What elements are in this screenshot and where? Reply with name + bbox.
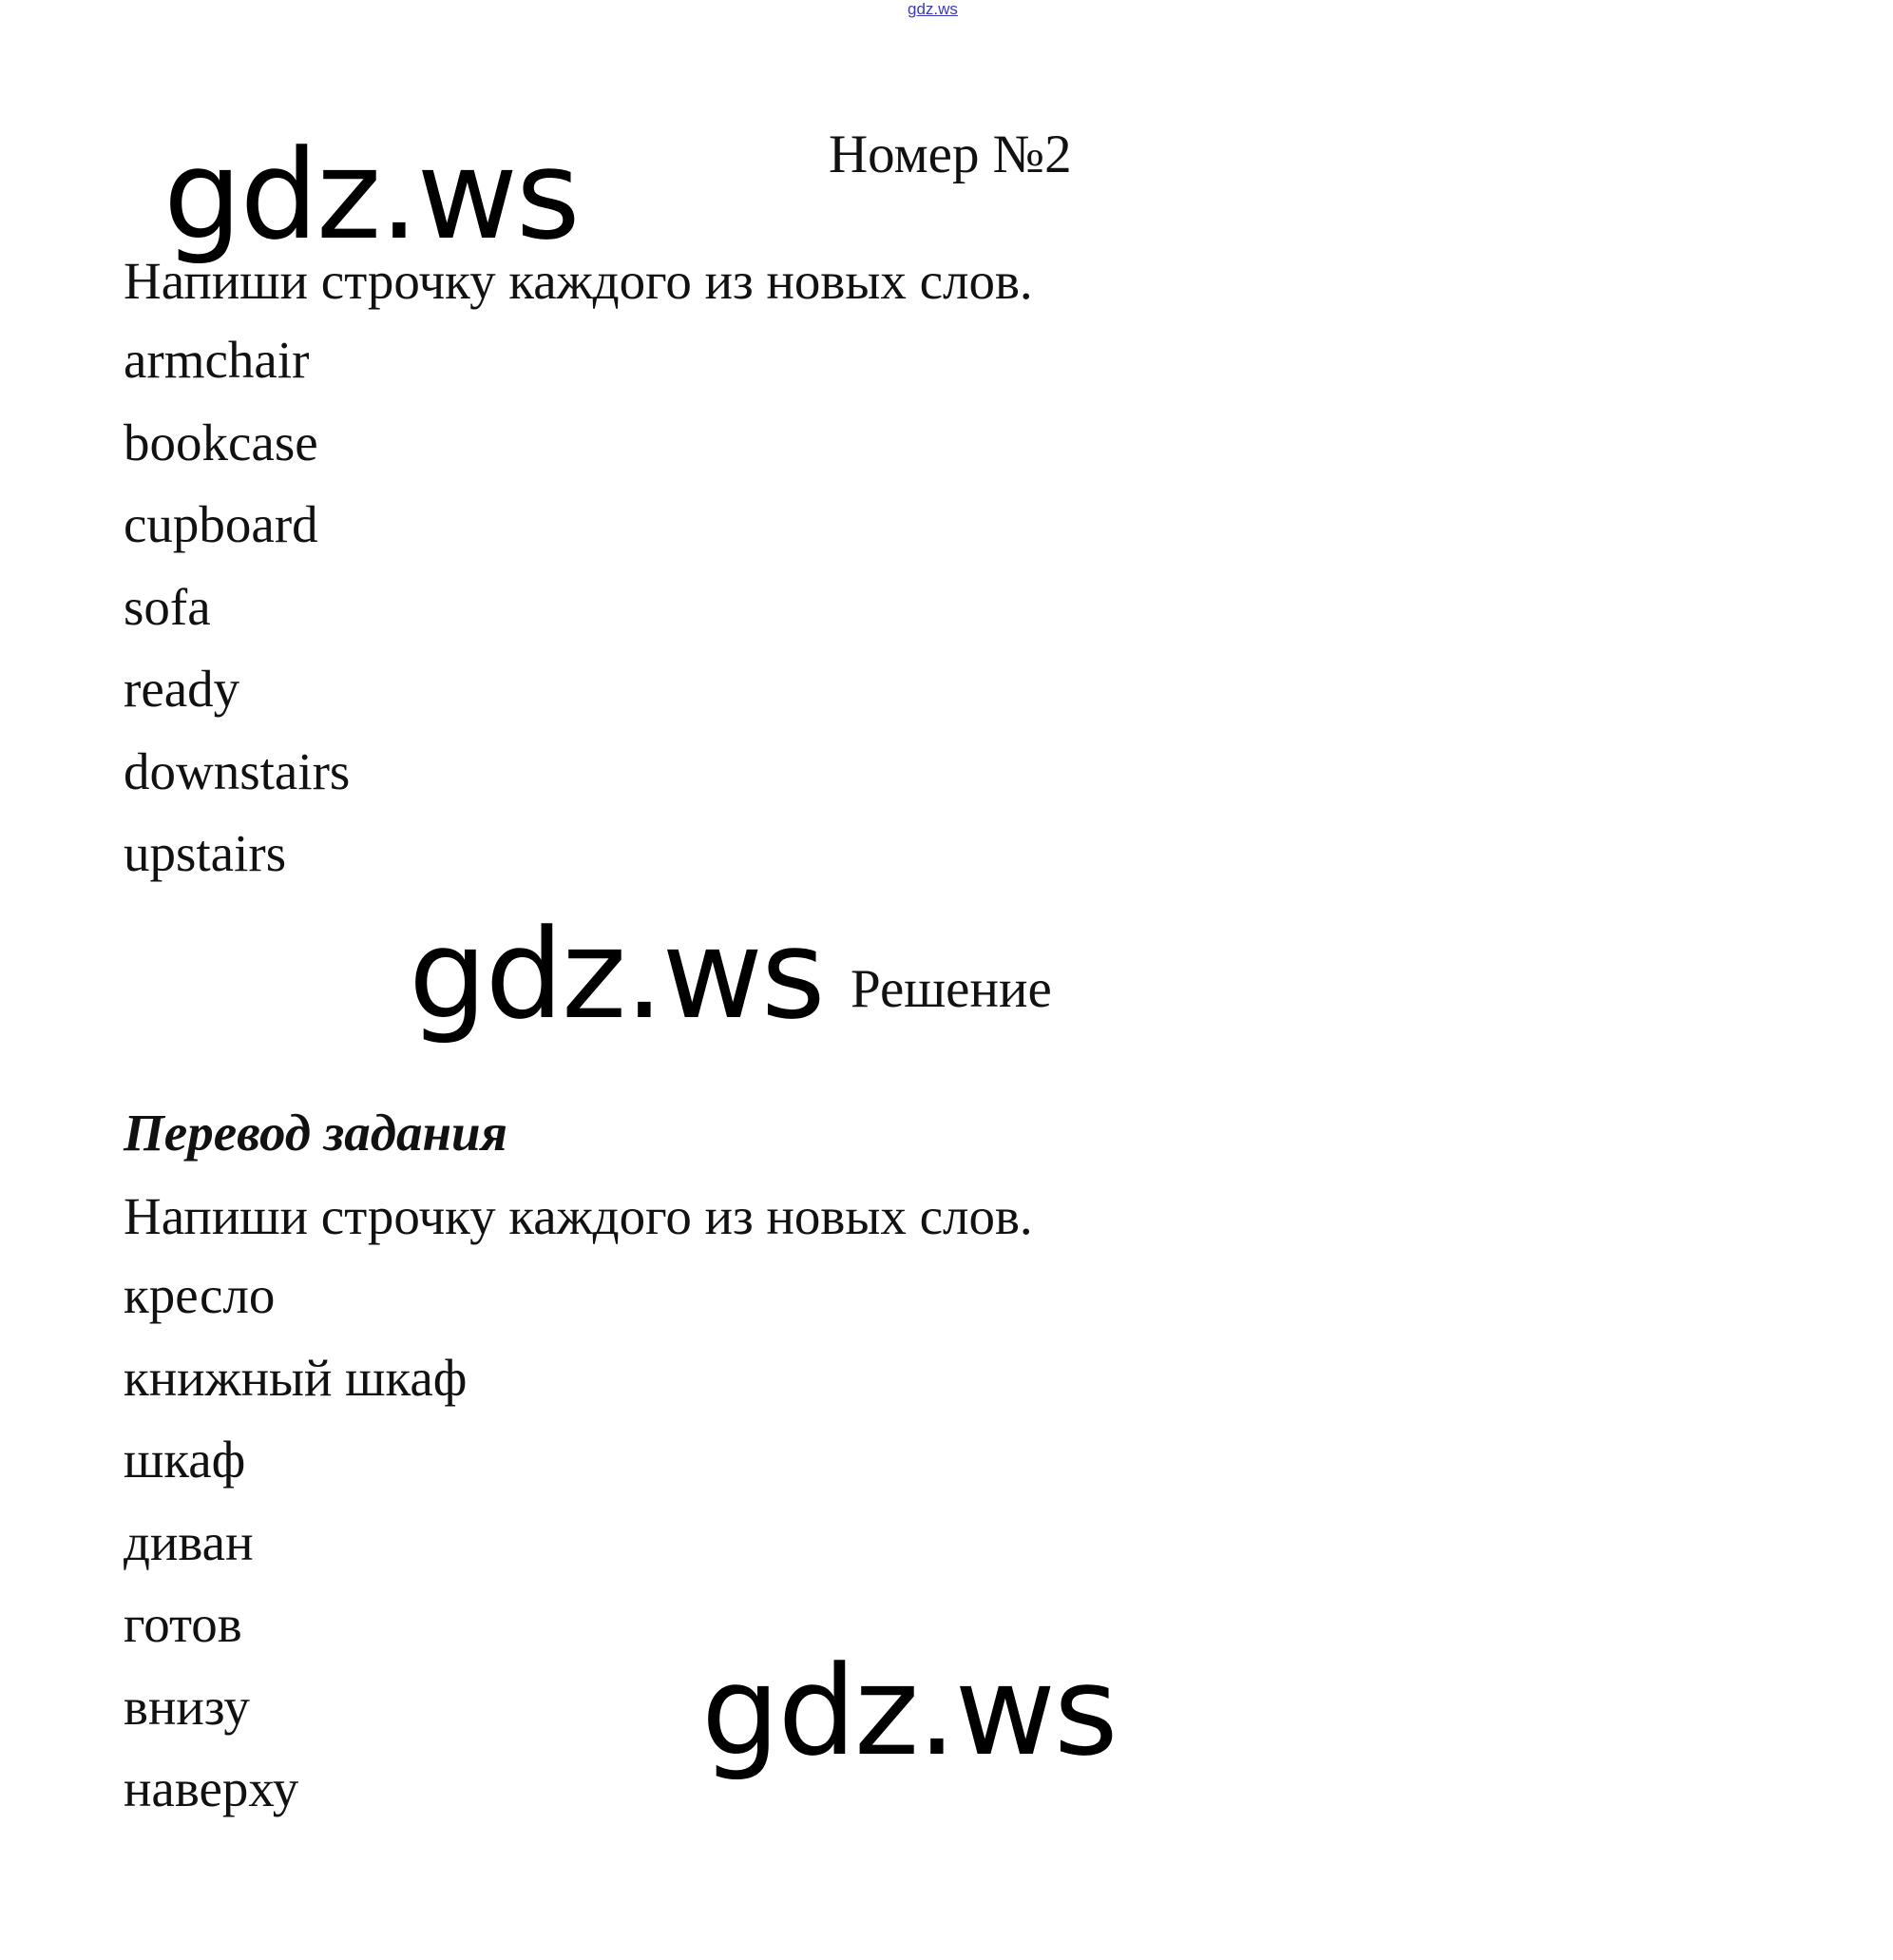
word-kreslo: кресло (124, 1266, 276, 1324)
watermark-logo: gdz.ws (701, 1639, 1117, 1783)
english-word-list (124, 319, 350, 895)
word-naverkhu: наверху (124, 1759, 299, 1817)
solution-label: Решение (851, 959, 1052, 1019)
watermark-logo: gdz.ws (163, 123, 579, 267)
word-ready: ready (124, 660, 240, 718)
watermark-logo: gdz.ws (409, 902, 824, 1047)
word-divan: диван (124, 1512, 254, 1571)
task-title: Номер №2 (829, 125, 1072, 184)
word-bookcase: bookcase (124, 413, 318, 471)
word-armchair: armchair (124, 331, 310, 389)
word-cupboard: cupboard (124, 495, 318, 553)
word-upstairs: upstairs (124, 824, 287, 882)
site-link[interactable]: gdz.ws (908, 0, 958, 18)
word-downstairs: downstairs (124, 741, 351, 800)
task-instruction: Напиши строчку каждого из новых слов. (124, 252, 1033, 310)
word-sofa: sofa (124, 577, 211, 636)
word-knizhny-shkaf: книжный шкаф (124, 1348, 468, 1407)
word-vnizu: внизу (124, 1677, 250, 1736)
word-gotov: готов (124, 1595, 242, 1653)
russian-word-list (124, 1255, 467, 1831)
translation-instruction: Напиши строчку каждого из новых слов. (124, 1187, 1033, 1245)
translation-heading: Перевод задания (124, 1104, 507, 1162)
word-shkaf: шкаф (124, 1431, 246, 1489)
